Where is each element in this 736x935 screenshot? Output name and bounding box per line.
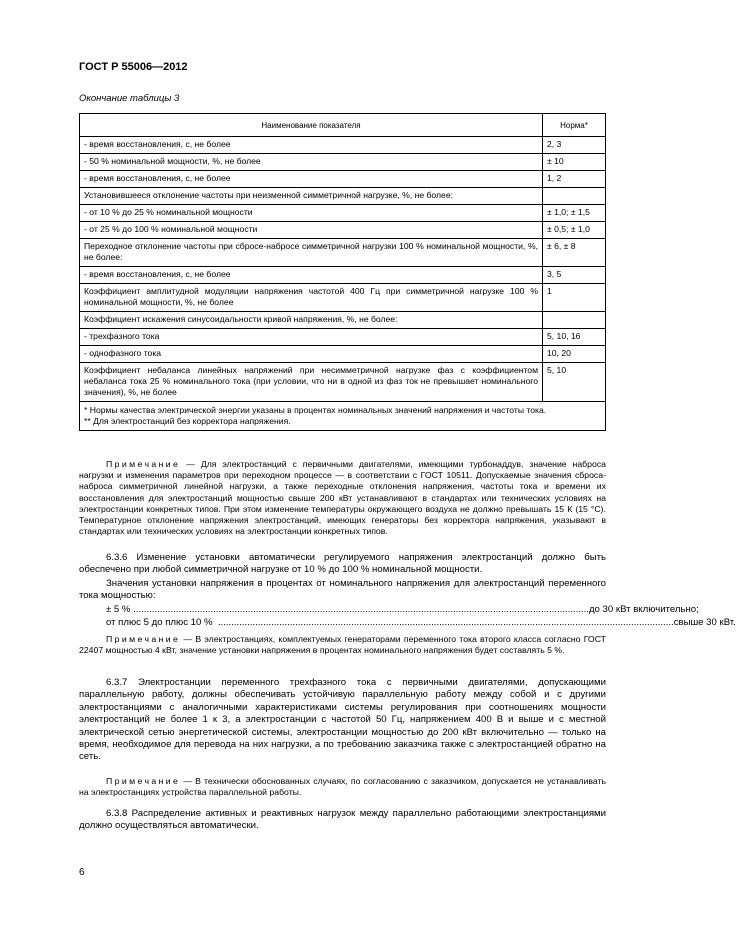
note-label: Примечание xyxy=(106,459,181,469)
column-header-parameter: Наименование показателя xyxy=(80,114,543,137)
item-2-label: от плюс 5 до плюс 10 % xyxy=(106,617,213,628)
parameter-cell: Коэффициент небаланса линейных напряжений при несимметричной нагрузке фаз с коэффициентом небаланса тока 25 % номинального тока (при условии, что ни в одной из фаз ток не превышает номинального значения), %, не более xyxy=(80,363,543,402)
table-body xyxy=(80,137,606,402)
item-1-value: до 30 кВт включительно; xyxy=(588,604,699,615)
column-header-norm: Норма* xyxy=(543,114,606,137)
note-text: — Для электростанций с первичными двигателями, имеющими турбонаддув, значение наброса нагрузки и изменения параметров при переходном процессе — в соответствии с ГОСТ 10511. Допускаемые значения сброса-наброса симметричной линейной нагрузки, а также переходные отклонения напряжения, частоты тока и времени их восстановления для электростанций мощностью свыше 200 кВт устанавливают в стандартах или технических условиях на электростанции конкретных типов. При этом изменение температуры окружающего воздуха не должно превышать 15 К (15 °С). Температурное отклонение напряжения электростанций, имеющих генераторы без корректора напряжения, указывают в стандартах или технических условиях на электростанции конкретных типов. xyxy=(79,459,606,537)
table-row xyxy=(80,363,606,402)
norm-cell xyxy=(543,312,606,329)
parameter-cell: Установившееся отклонение частоты при неизменной симметричной нагрузке, %, не более: xyxy=(80,188,543,205)
clause-6-3-7: 6.3.7 Электростанции переменного трехфазного тока с первичными двигателями, допускающими параллельную работу, должны обеспечивать устойчивую параллельную работу между собой и с другими электростанциями с аналогичными характеристиками системы регулирования при соотношениях мощности электростанций не более 1 к 3, а электростанции с частотой 50 Гц, напряжением 400 В и выше и с местной электрической сетью энергетической системы, электростанции мощностью до 200 кВт включительно — только на время, необходимое для перевода на них нагрузки, а по требованию заказчика также с электростанцией обратно на сеть. xyxy=(79,677,606,763)
table-row xyxy=(80,284,606,312)
clause-6-3-8: 6.3.8 Распределение активных и реактивных нагрузок между параллельно работающими электростанциями должно осуществляться автоматически. xyxy=(79,808,606,832)
parameter-cell: Коэффициент амплитудной модуляции напряжения частотой 400 Гц при симметричной нагрузке 100 % номинальной мощности, %, не более xyxy=(80,284,543,312)
table-row xyxy=(80,205,606,222)
item-1-label: ± 5 % xyxy=(106,604,131,615)
table-row xyxy=(80,171,606,188)
table-header-row xyxy=(80,114,606,137)
table-footnotes-row xyxy=(80,402,606,431)
parameter-cell: - от 10 % до 25 % номинальной мощности xyxy=(80,205,543,222)
item-2-value: свыше 30 кВт. xyxy=(673,617,736,628)
parameter-cell: - трехфазного тока xyxy=(80,329,543,346)
norms-table xyxy=(79,113,606,431)
norm-cell: 1 xyxy=(543,284,606,312)
parameter-cell: - 50 % номинальной мощности, %, не более xyxy=(80,154,543,171)
norm-cell: 1, 2 xyxy=(543,171,606,188)
parameter-cell: - время восстановления, с, не более xyxy=(80,267,543,284)
note-label: Примечание xyxy=(106,634,181,644)
table-row xyxy=(80,154,606,171)
note-6-3-7 xyxy=(79,776,606,798)
norm-cell: 10, 20 xyxy=(543,346,606,363)
parameter-cell: - от 25 % до 100 % номинальной мощности xyxy=(80,222,543,239)
table-row xyxy=(80,267,606,284)
note-text: — В электростанциях, комплектуемых генераторами переменного тока второго класса согласно ГОСТ 22407 мощностью 4 кВт, значение установки напряжения в процентах номинального напряжения будет составлять 5 %. xyxy=(79,634,606,656)
voltage-setting-item-2 xyxy=(106,617,736,629)
norm-cell: 5, 10, 16 xyxy=(543,329,606,346)
table-row xyxy=(80,312,606,329)
norm-cell: 2, 3 xyxy=(543,137,606,154)
table-row xyxy=(80,329,606,346)
standard-designation: ГОСТ Р 55006—2012 xyxy=(79,61,188,73)
table-row xyxy=(80,239,606,267)
dot-leader: ........................................................................................................................................................................... xyxy=(130,604,589,615)
voltage-setting-item-1 xyxy=(106,604,699,616)
parameter-cell: - время восстановления, с, не более xyxy=(80,137,543,154)
norm-cell: ± 1,0; ± 1,5 xyxy=(543,205,606,222)
table-caption: Окончание таблицы 3 xyxy=(79,93,180,104)
table-row xyxy=(80,188,606,205)
table-row xyxy=(80,222,606,239)
parameter-cell: - однофазного тока xyxy=(80,346,543,363)
footnote-1: * Нормы качества электрической энергии указаны в процентах номинальных значений напряжения и частоты тока. xyxy=(84,405,547,415)
note-label: Примечание xyxy=(106,776,181,786)
norm-cell xyxy=(543,188,606,205)
parameter-cell: Коэффициент искажения синусоидальности кривой напряжения, %, не более: xyxy=(80,312,543,329)
dot-leader: ........................................................................................................................................................................... xyxy=(212,617,674,628)
norm-cell: ± 10 xyxy=(543,154,606,171)
norm-cell: 3, 5 xyxy=(543,267,606,284)
norm-cell: ± 0,5; ± 1,0 xyxy=(543,222,606,239)
table-row xyxy=(80,137,606,154)
norm-cell: ± 6, ± 8 xyxy=(543,239,606,267)
parameter-cell: - время восстановления, с, не более xyxy=(80,171,543,188)
clause-6-3-6: 6.3.6 Изменение установки автоматически регулируемого напряжения электростанций должно быть обеспечено при любой симметричной нагрузке от 10 % до 100 % номинальной мощности. xyxy=(79,552,606,576)
norm-cell: 5, 10 xyxy=(543,363,606,402)
note-table-3 xyxy=(79,459,606,537)
note-6-3-6 xyxy=(79,634,606,656)
table-footnotes xyxy=(80,402,606,431)
clause-6-3-6-values-intro: Значения установки напряжения в процентах от номинального напряжения для электростанций переменного тока мощностью: xyxy=(79,578,606,602)
page-number: 6 xyxy=(79,867,85,878)
footnote-2: ** Для электростанций без корректора напряжения. xyxy=(84,416,291,426)
table-row xyxy=(80,346,606,363)
note-text: — В технически обоснованных случаях, по согласованию с заказчиком, допускается не устанавливать на электростанциях устройства параллельной работы. xyxy=(79,776,606,798)
parameter-cell: Переходное отклонение частоты при сбросе-набросе симметричной нагрузки 100 % номинальной мощности, %, не более: xyxy=(80,239,543,267)
